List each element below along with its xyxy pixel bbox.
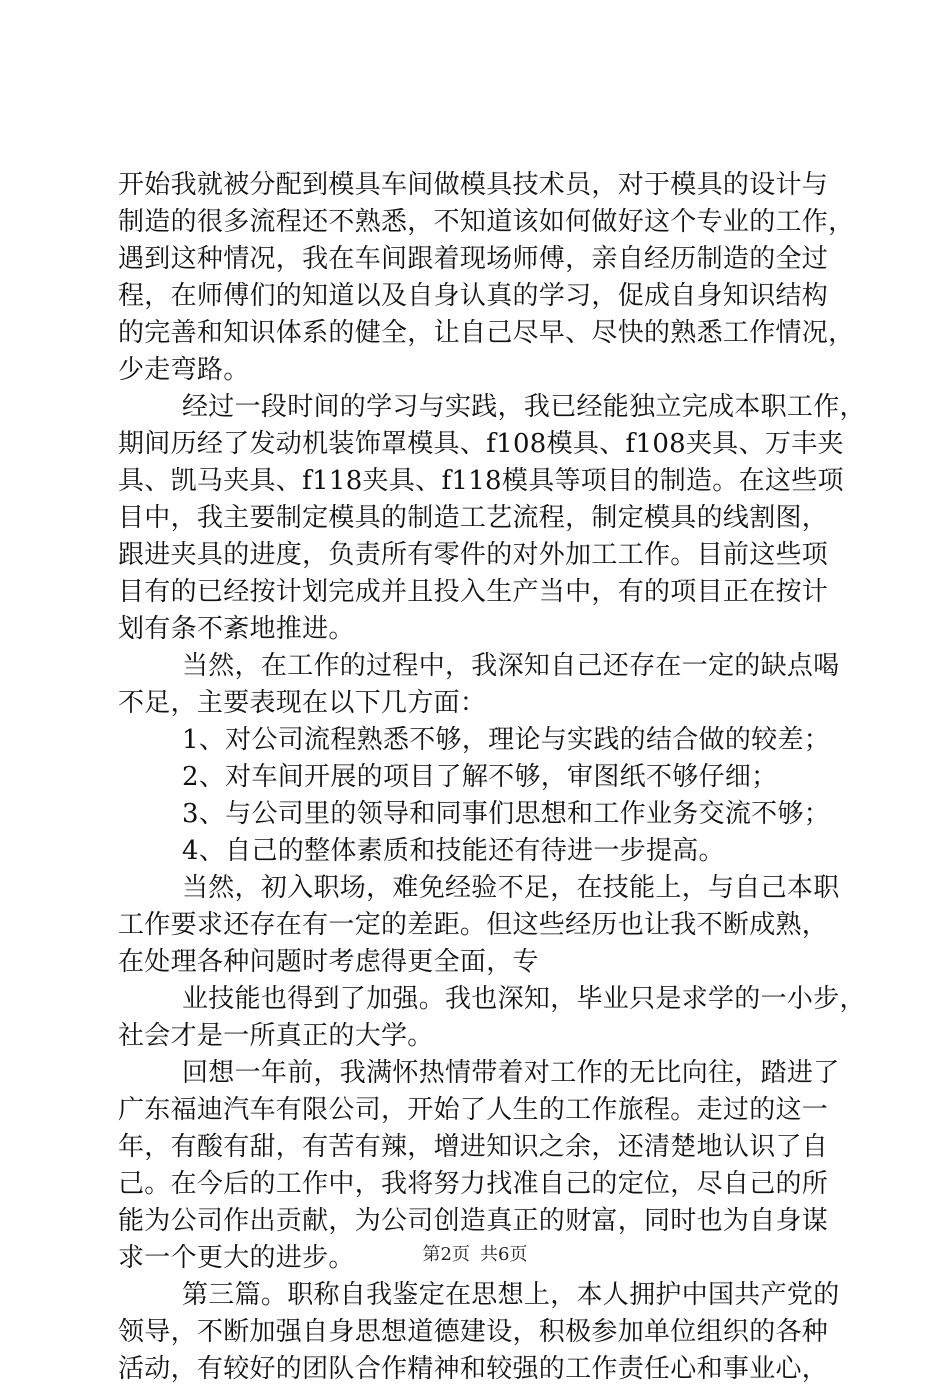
text-line: 领导，不断加强自身思想道德建设，积极参加单位组织的各种 — [118, 1317, 829, 1347]
text-line: 在处理各种问题时考虑得更全面，专 — [118, 947, 539, 977]
text-line: 经过一段时间的学习与实践，我已经能独立完成本职工作， — [182, 392, 866, 422]
text-line: 目中，我主要制定模具的制造工艺流程，制定模具的线割图， — [118, 503, 829, 533]
text-line: 少走弯路。 — [118, 355, 250, 385]
text-line: 第三篇。职称自我鉴定在思想上，本人拥护中国共产党的 — [182, 1280, 840, 1310]
document-body — [118, 167, 866, 1388]
text-line: 期间历经了发动机装饰罩模具、f108模具、f108夹具、万丰夹 — [118, 429, 844, 459]
text-line: 遇到这种情况，我在车间跟着现场师傅，亲自经历制造的全过 — [118, 244, 829, 274]
text-line: 不足，主要表现在以下几方面： — [118, 688, 487, 718]
text-line: 程，在师傅们的知道以及自身认真的学习，促成自身知识结构 — [118, 281, 829, 311]
text-line: 业技能也得到了加强。我也深知，毕业只是求学的一小步， — [182, 984, 866, 1014]
text-line: 回想一年前，我满怀热情带着对工作的无比向往，踏进了 — [182, 1058, 840, 1088]
text-line: 目有的已经按计划完成并且投入生产当中，有的项目正在按计 — [118, 577, 829, 607]
text-line: 己。在今后的工作中，我将努力找准自己的定位，尽自己的所 — [118, 1169, 829, 1199]
text-line: 年，有酸有甜，有苦有辣，增进知识之余，还清楚地认识了自 — [118, 1132, 829, 1162]
text-line: 求一个更大的进步。 — [118, 1243, 355, 1273]
total-pages: 共6页 — [480, 1244, 528, 1265]
text-line: 制造的很多流程还不熟悉，不知道该如何做好这个专业的工作， — [118, 207, 855, 237]
page-number: 第2页 — [422, 1244, 470, 1265]
text-line: 2、对车间开展的项目了解不够，审图纸不够仔细； — [182, 762, 778, 792]
text-line: 活动，有较好的团队合作精神和较强的工作责任心和事业心， — [118, 1354, 829, 1384]
text-line: 当然，初入职场，难免经验不足，在技能上，与自己本职 — [182, 873, 840, 903]
text-line: 开始我就被分配到模具车间做模具技术员，对于模具的设计与 — [118, 170, 829, 200]
text-line: 跟进夹具的进度，负责所有零件的对外加工工作。目前这些项 — [118, 540, 829, 570]
text-line: 的完善和知识体系的健全，让自己尽早、尽快的熟悉工作情况， — [118, 318, 855, 348]
text-line: 社会才是一所真正的大学。 — [118, 1021, 434, 1051]
page-footer — [0, 1243, 950, 1267]
text-line: 4、自己的整体素质和技能还有待进一步提高。 — [182, 836, 725, 866]
text-line: 3、与公司里的领导和同事们思想和工作业务交流不够； — [182, 799, 831, 829]
text-line: 广东福迪汽车有限公司，开始了人生的工作旅程。走过的这一 — [118, 1095, 829, 1125]
text-line: 具、凯马夹具、f118夹具、f118模具等项目的制造。在这些项 — [118, 466, 844, 496]
text-line: 当然，在工作的过程中，我深知自己还存在一定的缺点喝 — [182, 651, 840, 681]
text-line: 划有条不紊地推进。 — [118, 614, 355, 644]
text-line: 能为公司作出贡献，为公司创造真正的财富，同时也为自身谋 — [118, 1206, 829, 1236]
text-line: 工作要求还存在有一定的差距。但这些经历也让我不断成熟， — [118, 910, 829, 940]
text-line: 1、对公司流程熟悉不够，理论与实践的结合做的较差； — [182, 725, 831, 755]
